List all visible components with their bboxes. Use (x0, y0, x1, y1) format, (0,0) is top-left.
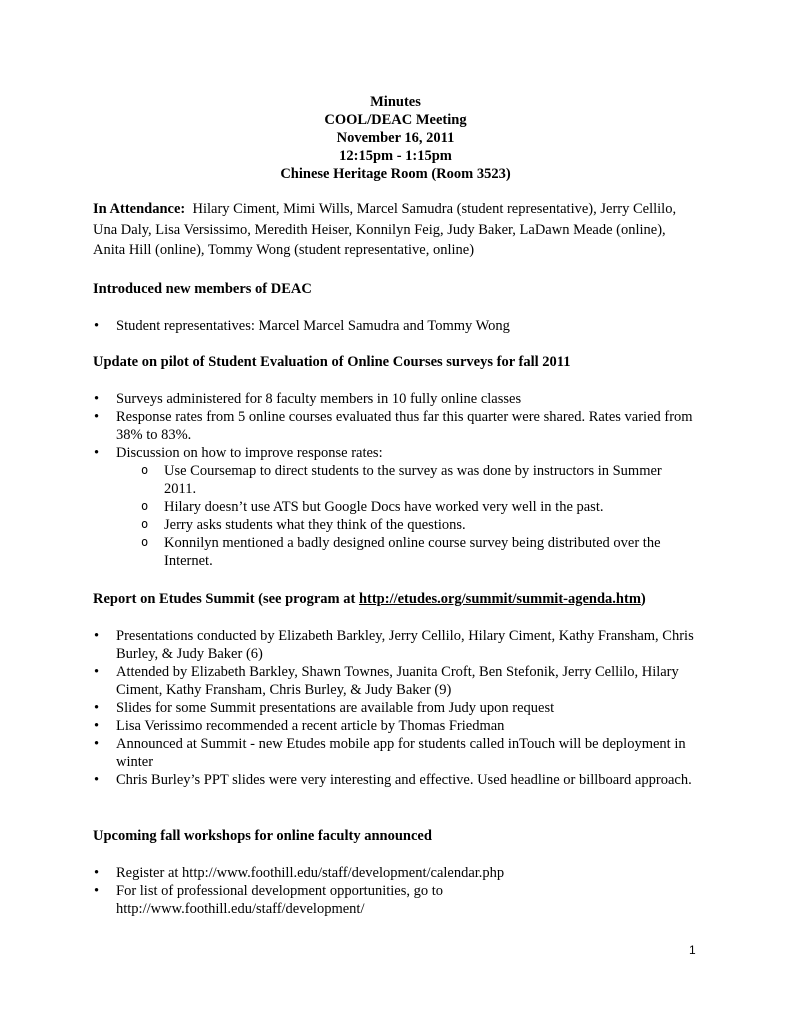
list-item: • Attended by Elizabeth Barkley, Shawn Townes, Juanita Croft, Ben Stefonik, Jerry Cellilo, Hilary Ciment, Kathy Fransham, Chris Burley, & Judy Baker (9) (93, 663, 713, 699)
summit-agenda-link[interactable]: http://etudes.org/summit/summit-agenda.htm (358, 591, 641, 607)
list-item: • Student representatives: Marcel Marcel Samudra and Tommy Wong (93, 317, 693, 335)
sub-list-item: o Hilary doesn’t use ATS but Google Docs have worked very well in the past. (141, 498, 693, 516)
sub-list-item: o Jerry asks students what they think of the questions. (141, 516, 693, 534)
list-item: • For list of professional development opportunities, go to http://www.foothill.edu/staff/development/ (93, 882, 693, 918)
etudes-summit-list (93, 627, 713, 789)
header-time: 12:15pm - 1:15pm (339, 148, 452, 164)
sub-list-item: o Use Coursemap to direct students to the survey as was done by instructors in Summer 2011. (141, 462, 693, 498)
header-location: Chinese Heritage Room (Room 3523) (280, 166, 511, 182)
attendance-label: In Attendance: (93, 201, 186, 217)
attendance-list: Hilary Ciment, Mimi Wills, Marcel Samudra (student representative), Jerry Cellilo, Una Daly, Lisa Versissimo, Meredith Heiser, Konnilyn Feig, Judy Baker, LaDawn Meade (online), Anita Hill (online), Tommy Wong (student representative, online) (93, 201, 677, 258)
header-date: November 16, 2011 (336, 130, 455, 146)
page-number: 1 (689, 943, 696, 957)
section-heading-survey-pilot: Update on pilot of Student Evaluation of Online Courses surveys for fall 2011 (93, 354, 571, 370)
list-item: • Presentations conducted by Elizabeth Barkley, Jerry Cellilo, Hilary Ciment, Kathy Fransham, Chris Burley, & Judy Baker (6) (93, 627, 713, 663)
fall-workshops-list (93, 864, 693, 918)
section-heading-fall-workshops: Upcoming fall workshops for online faculty announced (93, 828, 432, 844)
list-item: • Chris Burley’s PPT slides were very interesting and effective. Used headline or billboard approach. (93, 771, 713, 789)
new-members-list (93, 317, 693, 335)
heading-prefix: Report on Etudes Summit (see program at (93, 591, 359, 607)
list-item: • Slides for some Summit presentations are available from Judy upon request (93, 699, 713, 717)
attendance-paragraph (93, 199, 693, 261)
list-item: • Register at http://www.foothill.edu/staff/development/calendar.php (93, 864, 693, 882)
section-heading-new-members: Introduced new members of DEAC (93, 281, 312, 297)
section-heading-etudes-summit (93, 590, 646, 608)
response-rate-sublist (141, 462, 693, 570)
list-item: • Lisa Verissimo recommended a recent article by Thomas Friedman (93, 717, 713, 735)
header-meeting-name: COOL/DEAC Meeting (324, 112, 467, 128)
heading-suffix: ) (640, 591, 646, 607)
survey-pilot-list (93, 390, 693, 570)
sub-list-item: o Konnilyn mentioned a badly designed online course survey being distributed over the Internet. (141, 534, 693, 570)
list-item: • Surveys administered for 8 faculty members in 10 fully online classes (93, 390, 693, 408)
list-item: • Announced at Summit - new Etudes mobile app for students called inTouch will be deployment in winter (93, 735, 713, 771)
list-item (93, 444, 693, 570)
list-item: • Response rates from 5 online courses evaluated thus far this quarter were shared. Rates varied from 38% to 83%. (93, 408, 693, 444)
list-item-text: Discussion on how to improve response rates: (116, 445, 383, 461)
document-header (0, 93, 791, 183)
header-title: Minutes (370, 94, 421, 110)
